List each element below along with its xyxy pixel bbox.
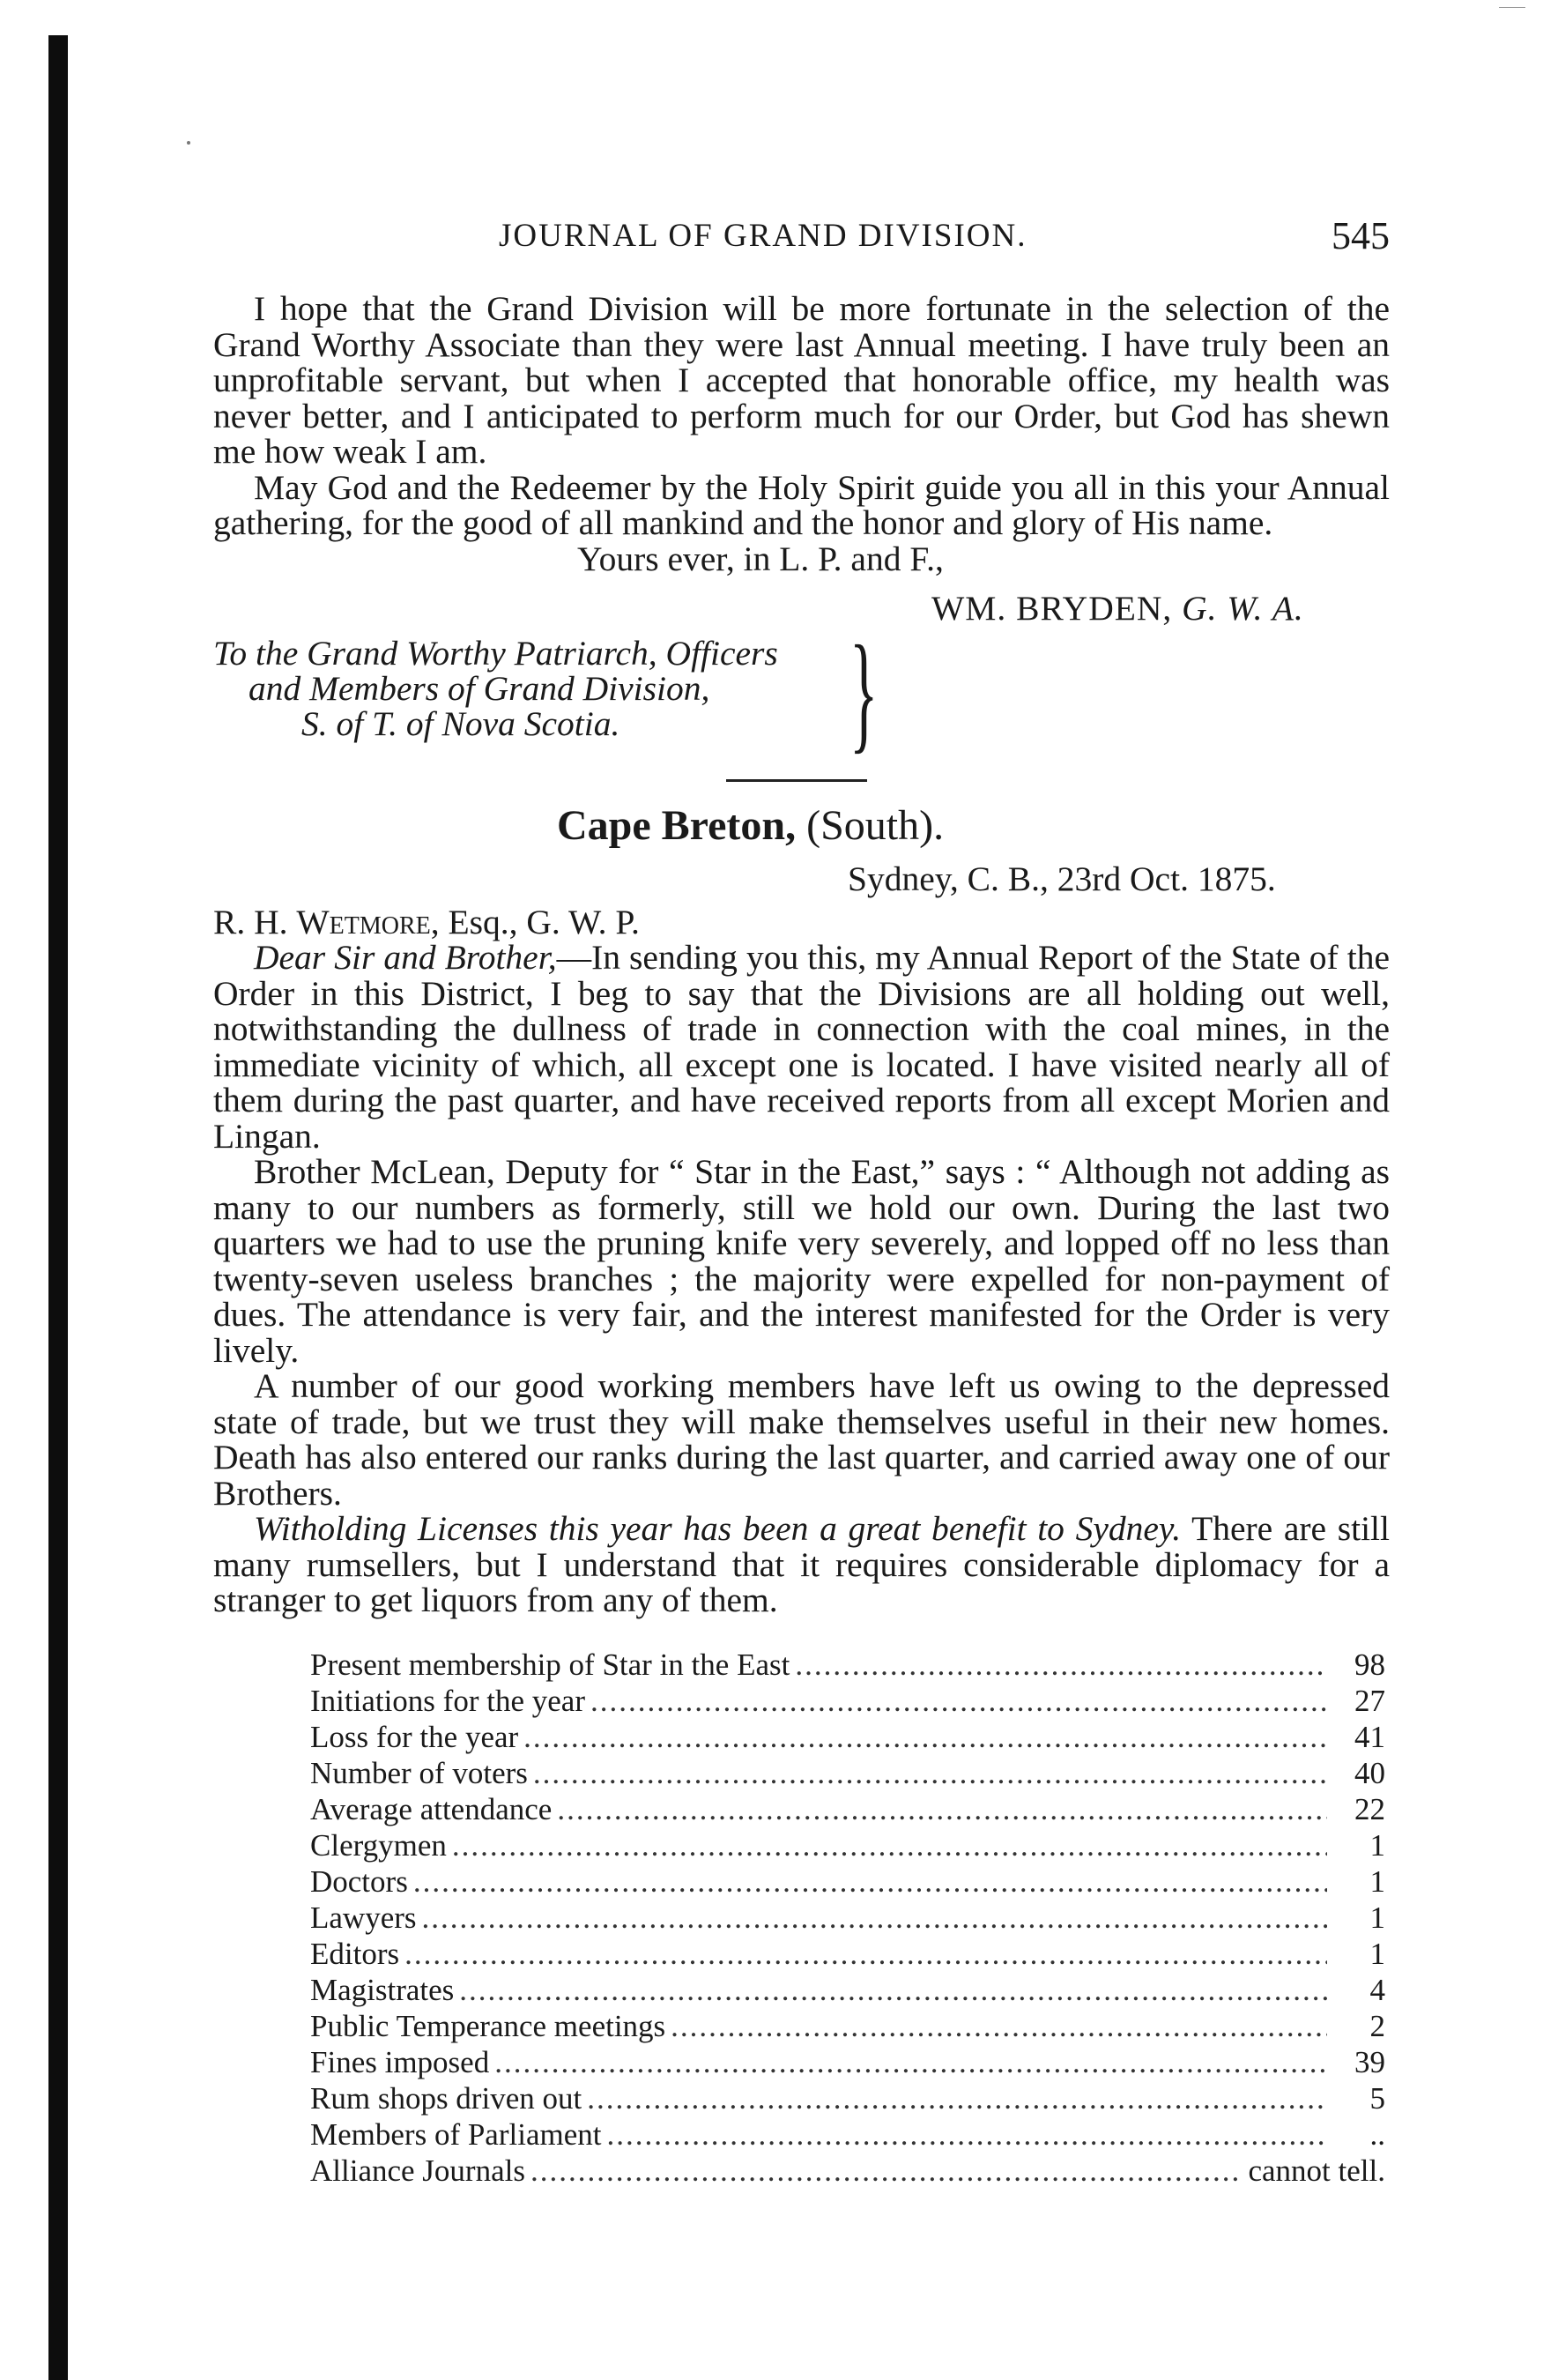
letter-signoff: Yours ever, in L. P. and F., xyxy=(577,539,944,578)
stat-value: 98 xyxy=(1354,1647,1385,1682)
section-subtitle: (South). xyxy=(806,801,945,849)
address-line: S. of T. of Nova Scotia. xyxy=(301,703,620,743)
report-paragraph xyxy=(213,1511,1390,1618)
stat-row xyxy=(310,1791,1385,1827)
stat-row xyxy=(310,2080,1385,2116)
leader-dots xyxy=(587,2080,1327,2116)
report-text: There are still many rumsellers, but I understand that it requires considerable diplomacy for a stranger to get liquors from any of them. xyxy=(213,1509,1390,1619)
stat-value: 41 xyxy=(1354,1719,1385,1754)
page-number: 545 xyxy=(1332,214,1390,257)
stat-label: Number of voters xyxy=(310,1755,528,1790)
stat-value: 40 xyxy=(1354,1755,1385,1790)
stat-row xyxy=(310,2008,1385,2044)
leader-dots xyxy=(452,1827,1327,1863)
stat-value: 4 xyxy=(1369,1972,1385,2007)
letter-address-block xyxy=(213,618,1390,765)
salutation: Dear Sir and Brother, xyxy=(254,938,557,977)
stat-row xyxy=(310,2044,1385,2080)
stat-value: 22 xyxy=(1354,1791,1385,1826)
signature-title: G. W. A. xyxy=(1182,589,1304,628)
stat-label: Lawyers xyxy=(310,1900,417,1935)
report-paragraph: Brother McLean, Deputy for “ Star in the East,” says : “ Although not adding as many to our numbers as formerly, still we hold our own. During the last two quarters we had to use the pruning knife very severely, and lopped off no less than twenty-seven useless branches ; the majority were expelled for non-payment of dues. The attendance is very fair, and the interest manifested for the Order is very lively. xyxy=(213,1152,1390,1370)
address-line: To the Grand Worthy Patriarch, Officers xyxy=(213,633,778,673)
stat-row xyxy=(310,1900,1385,1936)
letter-addressee xyxy=(213,904,1390,941)
leader-dots xyxy=(404,1936,1327,1972)
leader-dots xyxy=(606,2116,1327,2153)
leader-dots xyxy=(671,2008,1327,2044)
stat-row xyxy=(310,1863,1385,1900)
stat-row xyxy=(310,1827,1385,1863)
leader-dots xyxy=(530,2153,1243,2189)
stat-label: Magistrates xyxy=(310,1972,455,2007)
stat-label: Members of Parliament xyxy=(310,2116,602,2152)
stat-label: Loss for the year xyxy=(310,1719,519,1754)
stat-label: Editors xyxy=(310,1936,400,1971)
leader-dots xyxy=(590,1683,1327,1719)
stat-row xyxy=(310,1936,1385,1972)
addressee-title: , Esq., G. W. P. xyxy=(430,902,640,941)
stat-value: 1 xyxy=(1369,1863,1385,1899)
letter-paragraph: I hope that the Grand Division will be more fortunate in the selection of the Grand Worthy Associate than they were last Annual meeting. I have truly been an unprofitable servant, but when I accepted that honorable office, my health was never better, and I anticipated to perform much for our Order, but God has shewn me how weak I am. xyxy=(213,289,1390,471)
stat-value: 39 xyxy=(1354,2044,1385,2079)
page-body xyxy=(213,291,1390,2189)
stat-value: 27 xyxy=(1354,1683,1385,1718)
letter-dateline: Sydney, C. B., 23rd Oct. 1875. xyxy=(848,859,1276,898)
leader-dots xyxy=(795,1647,1327,1683)
report-emphasis: Witholding Licenses this year has been a great benefit to Sydney. xyxy=(254,1509,1182,1548)
scan-speck xyxy=(187,141,190,145)
section-heading xyxy=(557,801,1390,849)
running-title: JOURNAL OF GRAND DIVISION. xyxy=(499,218,1027,254)
leader-dots xyxy=(533,1755,1327,1791)
stat-row xyxy=(310,2116,1385,2153)
leader-dots xyxy=(459,1972,1327,2008)
stat-label: Initiations for the year xyxy=(310,1683,585,1718)
signature-name: WM. BRYDEN, xyxy=(931,589,1173,628)
leader-dots xyxy=(557,1791,1327,1827)
report-paragraph xyxy=(213,940,1390,1154)
stat-row xyxy=(310,1972,1385,2008)
statistics-table xyxy=(310,1647,1385,2189)
section-title: Cape Breton, xyxy=(557,801,797,849)
stat-label: Rum shops driven out xyxy=(310,2080,582,2116)
stat-label: Clergymen xyxy=(310,1827,447,1863)
leader-dots xyxy=(523,1719,1327,1755)
address-line: and Members of Grand Division, xyxy=(249,668,710,708)
stat-row xyxy=(310,1683,1385,1719)
leader-dots xyxy=(494,2044,1327,2080)
stat-row xyxy=(310,1755,1385,1791)
letter-paragraph: May God and the Redeemer by the Holy Spirit guide you all in this your Annual gathering, for the good of all mankind and the honor and glory of His name. xyxy=(213,467,1390,542)
stat-label: Present membership of Star in the East xyxy=(310,1647,790,1682)
stat-value: 1 xyxy=(1369,1827,1385,1863)
addressee-name: Wetmore xyxy=(296,902,431,941)
scan-mark xyxy=(1499,7,1525,8)
stat-label: Fines imposed xyxy=(310,2044,490,2079)
stat-value: 5 xyxy=(1369,2080,1385,2116)
running-header xyxy=(213,213,1390,257)
stat-row xyxy=(310,2153,1385,2189)
section-divider xyxy=(726,779,867,782)
stat-row xyxy=(310,1647,1385,1683)
stat-value: cannot tell. xyxy=(1248,2153,1385,2188)
stat-value: .. xyxy=(1369,2116,1385,2152)
stat-label: Alliance Journals xyxy=(310,2153,525,2188)
report-text: —In sending you this, my Annual Report of the State of the Order in this District, I beg to say that the Divisions are all holding out well, notwithstanding the dullness of trade in connection with the coal mines, in the immediate vicinity of which, all except one is located. I have visited nearly all of them during the past quarter, and have received reports from all except Morien and Lingan. xyxy=(213,938,1390,1156)
addressee-initials: R. H. xyxy=(213,902,288,941)
stat-label: Average attendance xyxy=(310,1791,553,1826)
leader-dots xyxy=(413,1863,1327,1900)
stat-label: Public Temperance meetings xyxy=(310,2008,666,2043)
letter-signature xyxy=(931,591,1390,627)
stat-value: 1 xyxy=(1369,1900,1385,1935)
binding-edge xyxy=(48,35,68,2380)
stat-value: 2 xyxy=(1369,2008,1385,2043)
stat-value: 1 xyxy=(1369,1936,1385,1971)
address-brace: } xyxy=(849,618,879,765)
leader-dots xyxy=(422,1900,1327,1936)
stat-row xyxy=(310,1719,1385,1755)
report-paragraph: A number of our good working members have left us owing to the depressed state of trade, but we trust they will make themselves useful in their new homes. Death has also entered our ranks during the last quarter, and carried away one of our Brothers. xyxy=(213,1366,1390,1513)
stat-label: Doctors xyxy=(310,1863,408,1899)
